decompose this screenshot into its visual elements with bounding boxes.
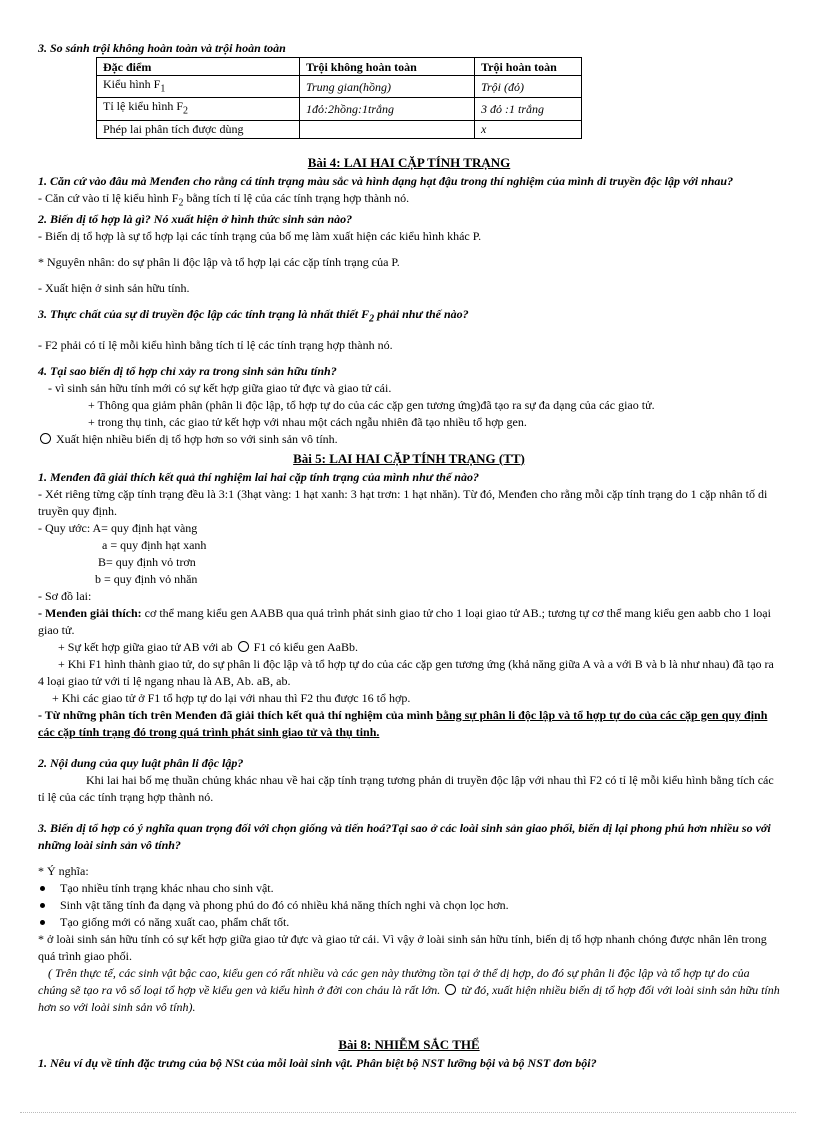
answer-line: b = quy định vỏ nhăn [95,571,198,586]
table-cell: Tỉ lệ kiểu hình $F_2$ [97,98,300,120]
question: 3. Thực chất của sự di truyền độc lập các tính trạng là nhất thiết $F_2$ phải như thế nào? [38,307,469,325]
answer-line: + Khi các giao tử ở F1 tổ hợp tự do lại với nhau thì F2 thu được 16 tổ hợp. [52,690,411,705]
document-page [38,40,780,1072]
answer-line: - Biến dị tổ hợp là sự tổ hợp lại các tính trạng của bố mẹ làm xuất hiện các kiểu hình khác P. [38,229,482,244]
table-header-row [97,58,582,76]
lesson-title-bai8: Bài 8: NHIỄM SẮC THỂ [338,1036,480,1052]
answer-line: Xuất hiện nhiều biến dị tổ hợp hơn so với sinh sản vô tính. [38,431,780,448]
answer-line: - Menđen giải thích: cơ thể mang kiểu gen AABB qua quá trình phát sinh giao tử cho 1 loại giao tử AB.; tương tự cơ thể mang kiểu gen aabb cho 1 loại giao tử. [38,605,771,637]
table-cell [300,120,475,138]
table-cell: Kiểu hình $F_1$ [97,76,300,98]
arrow-circle-icon [445,984,456,995]
lesson-title-bai5: Bài 5: LAI HAI CẶP TÍNH TRẠNG (TT) [293,450,525,466]
page-footer-divider [20,1112,796,1113]
question: 1. Menđen đã giải thích kết quả thí nghiệm lai hai cặp tính trạng của mình như thế nào? [38,469,479,484]
comparison-table [96,57,582,139]
table-cell: Trung gian(hồng) [300,76,475,98]
answer-line: a = quy định hạt xanh [102,537,207,552]
list-item: Tạo nhiều tính trạng khác nhau cho sinh vật. [38,880,780,897]
answer-line: - Từ những phân tích trên Menđen đã giải thích kết quả thí nghiệm của mình bằng sự phân li độc lập và tổ hợp tự do của các cặp gen quy định các cặp tính trạng đó trong quá trình phát sinh giao tử và thụ tinh. [38,707,768,739]
table-row [97,98,582,120]
answer-line: + Khi F1 hình thành giao tử, do sự phân li độc lập và tổ hợp tự do của các cặp gen tương ứng (khả năng giữa A và a với B và b là như nhau) đã tạo ra 4 loại giao tử với tỉ lệ ngang nhau là AB, Ab. aB, ab. [38,656,774,688]
table-cell: Trội (đỏ) [475,76,582,98]
answer-line: * ở loài sinh sản hữu tính có sự kết hợp giữa giao tử đực và giao tử cái. Vì vậy ở loài sinh sản hữu tính, biến dị tổ hợp nhanh chóng được nhân lên trong quá trình giao phối. [38,931,767,963]
answer-line: + Sự kết hợp giữa giao tử AB với ab F1 có kiểu gen AaBb. [58,639,358,654]
question: 1. Nêu ví dụ về tính đặc trưng của bộ NSt của mỗi loài sinh vật. Phân biệt bộ NST lưỡng bội và bộ NST đơn bội? [38,1055,597,1070]
question: 3. Biến dị tổ hợp có ý nghĩa quan trọng đối với chọn giống và tiến hoá?Tại sao ở các loài sinh sản giao phối, biến dị lại phong phú hơn nhiều so với những loài sinh sản vô tính? [38,820,771,852]
lesson-title-bai4: Bài 4: LAI HAI CẶP TÍNH TRẠNG [307,154,511,170]
answer-line: + trong thụ tinh, các giao tử kết hợp với nhau một cách ngẫu nhiên đã tạo nhiều tổ hợp gen. [88,414,527,429]
table-cell: x [475,120,582,138]
table-row [97,120,582,138]
answer-line: + Thông qua giảm phân (phân li độc lập, tổ hợp tự do của các cặp gen tương ứng)đã tạo ra sự đa dạng của các giao tử. [88,397,655,412]
section-heading: 3. So sánh trội không hoàn toàn và trội hoàn toàn [38,41,286,55]
answer-line: - Quy ước: A= quy định hạt vàng [38,520,198,535]
list-item: Sinh vật tăng tính đa dạng và phong phú do đó có nhiều khả năng thích nghi và chọn lọc hơn. [38,897,780,914]
table-row [97,76,582,98]
answer-line: - F2 phải có tỉ lệ mỗi kiểu hình bằng tích tỉ lệ các tính trạng hợp thành nó. [38,337,393,352]
answer-line: - Sơ đồ lai: [38,588,92,603]
question: 2. Nội dung của quy luật phân li độc lập? [38,755,244,770]
answer-line: * Nguyên nhân: do sự phân li độc lập và tổ hợp lại các cặp tính trạng của P. [38,255,400,270]
table-header-cell: Trội không hoàn toàn [300,58,475,76]
question: 2. Biến dị tổ hợp là gì? Nó xuất hiện ở hình thức sinh sản nào? [38,212,353,227]
answer-line: B= quy định vỏ trơn [98,554,196,569]
table-cell: 3 đỏ :1 trắng [475,98,582,120]
answer-line: - Căn cứ vào tỉ lệ kiểu hình $F_2$ bằng tích tỉ lệ của các tính trạng hợp thành nó. [38,190,410,209]
list-item: Tạo giống mới có năng xuất cao, phẩm chất tốt. [38,914,780,931]
table-cell: 1đỏ:2hồng:1trắng [300,98,475,120]
arrow-circle-icon [40,433,51,444]
answer-line: - vì sinh sản hữu tính mới có sự kết hợp giữa giao tử đực và giao tử cái. [48,380,392,395]
arrow-circle-icon [238,641,249,652]
answer-line: ( Trên thực tế, các sinh vật bậc cao, kiểu gen có rất nhiều và các gen này thường tồn tại ở thể dị hợp, do đó sự phân li độc lập và tổ hợp tự do của chúng sẽ tạo ra vô số loại tổ hợp về kiểu gen và kiểu hình ở đời con cháu là rất lớn. từ đó, xuất hiện nhiều biến dị tổ hợp đối với loài sinh sản hữu tính hơn so với loài sinh sản vô tính). [38,965,780,1014]
question: 1. Căn cứ vào đâu mà Menđen cho rằng cá tính trạng màu sắc và hình dạng hạt đậu trong thí nghiệm của mình di truyền độc lập với nhau? [38,173,734,188]
answer-line: - Xuất hiện ở sinh sản hữu tính. [38,281,190,296]
question: 4. Tại sao biến dị tổ hợp chỉ xảy ra trong sinh sản hữu tính? [38,363,337,378]
table-cell: Phép lai phân tích được dùng [97,120,300,138]
answer-line: * Ý nghĩa: [38,863,89,878]
answer-line: - Xét riêng từng cặp tính trạng đều là 3:1 (3hạt vàng: 1 hạt xanh: 3 hạt trơn: 1 hạt nhăn). Từ đó, Menđen cho rằng mỗi cặp tính trạng do 1 cặp nhân tố di truyền quy định. [38,486,768,518]
table-header-cell: Trội hoàn toàn [475,58,582,76]
answer-line: Khi lai hai bố mẹ thuần chủng khác nhau về hai cặp tính trạng tương phản di truyền độc lập với nhau thì F2 có tỉ lệ mỗi kiểu hình bằng tích các tỉ lệ của các tính trạng hợp thành nó. [38,772,774,804]
table-header-cell: Đặc điểm [97,58,300,76]
